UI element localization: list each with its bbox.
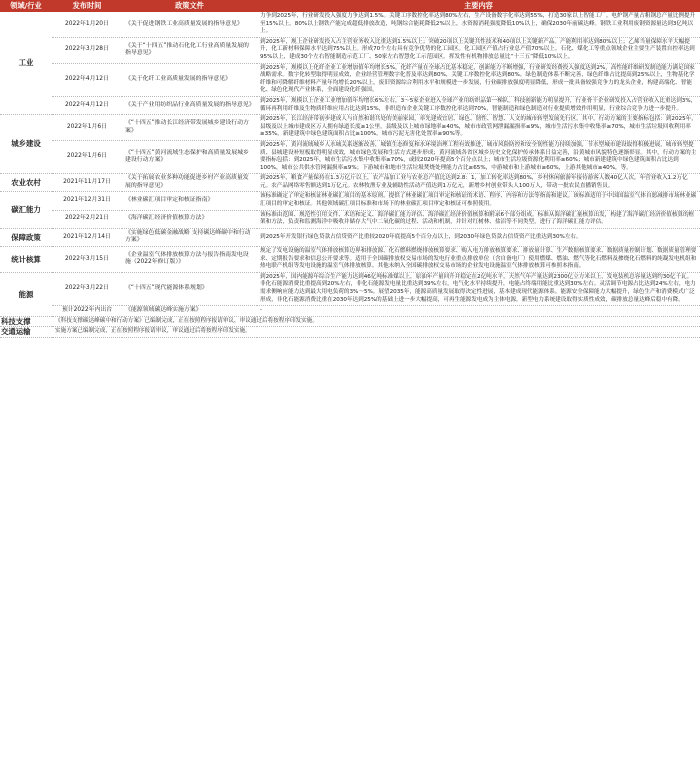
date-cell: 2021年12月31日 — [52, 192, 122, 210]
table-row — [0, 174, 700, 192]
header-content: 主要内容 — [257, 0, 700, 12]
dept-cell: 科技支撑 — [0, 316, 52, 327]
date-cell: 2021年11月17日 — [52, 174, 122, 192]
date-cell: 2022年2月21日 — [52, 210, 122, 228]
policy-cell: 《“十四五”推动长江经济带发展城乡建设行动方案》 — [122, 115, 257, 141]
date-cell: 2022年3月15日 — [52, 247, 122, 273]
policy-cell: 《企业温室气体排放核算方法与报告指南发电设施（2022年修订版）》 — [122, 247, 257, 273]
date-cell: 2022年1月6日 — [52, 140, 122, 173]
table-row — [0, 37, 700, 63]
content-cell: - — [257, 306, 700, 317]
content-cell: 到2025年，规上企业研发投入占主营业务收入比重达到1.5%以上；突破20项以上关键共性技术和40项以上关键新产品。产能利用率达到80%以上；乙烯当量保障水平大幅提升，化工新材料保障水平达到75%以上。形成70个左右具有竞争优势的化工园区。化工园区产值占行业总产值70%以上。石化、煤化工等重点领域企业主要生产装置自控率达到95%以上，建成30个左右智能制造示范工厂、50家左右智慧化工示范园区。挥发性有机物排放总量比“十三五”降低10%以上。 — [257, 37, 700, 63]
content-cell: 到2025年，国内能源年综合生产能力达到46亿吨标准煤以上，原油年产量回升并稳定在2亿吨水平，天然气年产量达到2300亿立方米以上，发电装机总容量达到约30亿千瓦。非化石能源消费比重提高到20%左右，非化石能源发电量比重达到39%左右，电气化水平持续提升，电能占终端用能比重达到30%左右。灵活调节电源占比达到24%左右，电力需求侧响应能力达到最大用电负荷的3%～5%。展望2035年，能源高质量发展取得决定性进展，基本建成现代能源体系。能源安全保障能力大幅提升，绿色生产和消费模式广泛形成，非化石能源消费比重在2030年达到25%的基础上进一步大幅提高，可再生能源发电成为主体电源，新型电力系统建设取得实质性成效，碳排放总量达峰后稳中有降。 — [257, 272, 700, 305]
table-row — [0, 210, 700, 228]
header-row — [0, 0, 700, 12]
table-row — [0, 140, 700, 173]
header-dept: 领域/行业 — [0, 0, 52, 12]
table-row — [0, 306, 700, 317]
policy-cell: 《实施绿色低碳金融战略 支持碳达峰碳中和行动方案》 — [122, 228, 257, 246]
date-cell: 2022年3月28日 — [52, 37, 122, 63]
policy-cell: 《“十四五”现代能源体系规划》 — [122, 272, 257, 305]
policy-cell: 《能源领域碳达峰实施方案》 — [122, 306, 257, 317]
table-row — [0, 228, 700, 246]
content-cell: 实施方案已编制完成，正在按照程序报请审议，审议通过后将按程序印发实施。 — [52, 327, 700, 338]
table-row — [0, 247, 700, 273]
dept-cell: 统计核算 — [0, 247, 52, 273]
content-cell: 规定了发电设施的温室气体排放核算边界和排放源、化石燃料燃烧排放核算要求、购入电力排放核算要求、排放量计算、生产数据核算要求、数据质量控制计划、数据质量管理要求、定期报告要求和信息公开要求等。适用于全国碳排放权交易市场的发电行业重点排放单位（含自备电厂）使用燃煤、燃油、燃气等化石燃料及掺烧化石燃料的纯凝发电机组和热电联产机组等发电设施的温室气体排放核算。其他未纳入全国碳排放权交易市场的企业发电设施温室气体排放核算可参照本指南。 — [257, 247, 700, 273]
table-row — [0, 63, 700, 96]
dept-cell: 能源 — [0, 272, 52, 316]
dept-cell: 农业农村 — [0, 174, 52, 192]
date-cell: 2022年4月12日 — [52, 63, 122, 96]
content-cell: 该标准确定了审定和核证林业碳汇项目的基本原则，提供了林业碳汇项目审定和核证的术语、程序、内容和方法等指南和建议。该标准适用于中国国温室气体自愿减排市场林业碳汇项目的审定和核证。其他领域碳汇项目标准和市场下的林业碳汇项目审定和核证可参照使用。 — [257, 192, 700, 210]
date-cell: 2022年4月12日 — [52, 96, 122, 114]
policy-cell: 《关于拓展农业多种功能促进乡村产业高质量发展的指导意见》 — [122, 174, 257, 192]
dept-cell: 保障政策 — [0, 228, 52, 246]
table-row — [0, 316, 700, 327]
content-cell: 到2025年，规模以上企业工业增加值年均增长6%左右，3～5家企业进入全球产业用纺织品第一梯队。科技创新能力明显提升，行业骨干企业研发投入占营业收入比重达到3%，循环再利用纤维及生物质纤维应用占比达到15%，非织造布企业关键工序数控化率达到70%，智能制造和绿色制造对行业提质增效作用明显，行业综合竞争力进一步提升。 — [257, 96, 700, 114]
date-cell: 2022年1月20日 — [52, 12, 122, 37]
dept-cell: 交通运输 — [0, 327, 52, 338]
policy-cell: 《“十四五”黄河流域生态保护和高质量发展城乡建设行动方案》 — [122, 140, 257, 173]
content-cell: 到2025年，长江经济带初步建成人与自然和谐共处的美丽家园，率先建成宜居、绿色、韧性、智慧、人文的城市转型发展先行区。其中，行动方案的主要指标包括：到2025年，县级及以上城市建成区万人拥有绿道长度≥1公里，县级及以上城市绿地率≥40%，城市市政管网泄漏漏损率≤9%，城市生活污水集中收集率≥70%，城市生活垃圾回收利用率≥35%，新建建筑中绿色建筑面积占比≥100%，城市污泥无害化处置率≥90%等。 — [257, 115, 700, 141]
content-cell: 到2025年，黄河流域城乡人水城关系逐渐改善，城镇生态修复和水环境治理工程有效推进，城市风险防控和安全韧性能力持续加强，节水型城市建设取得积极进展，城市转型提质、县城建设补短板取得明显成效，城市绿色发展和生活方式逐步形成；黄河流域各省区城乡历史文化保护传承体系日益完善，沿黄城市风貌特色逐渐彰显。其中，行动方案的主要指标包括：到2025年，城市生活污水集中收集率≥70%，或较2020年提高5个百分点以上；城市生活垃圾资源化利用率≥60%；城市新建建筑中绿色建筑面积占比达到100%，城市公共供水管网漏损率≤9%；下游城市和地市生活垃圾焚烧处理能力占比≥65%，中游城市和上游城市≥60%，上游其他城市≥40%，等。 — [257, 140, 700, 173]
dept-cell: 碳汇能力 — [0, 192, 52, 228]
dept-cell: 城乡建设 — [0, 115, 52, 174]
policy-cell: 《林业碳汇项目审定和核证指南》 — [122, 192, 257, 210]
dept-cell: 工业 — [0, 12, 52, 115]
table-row — [0, 327, 700, 338]
table-row — [0, 115, 700, 141]
table-row — [0, 272, 700, 305]
date-cell: 预计2022年内出台 — [52, 306, 122, 317]
table-row — [0, 192, 700, 210]
policy-cell: 《关于“十四五”推动石化化工行业高质量发展的指导意见》 — [122, 37, 257, 63]
policy-cell: 《关于化纤工业高质量发展的指导意见》 — [122, 63, 257, 96]
content-cell: 到2025年，粮食产量保持在1.3万亿斤以上，农产品加工业与农业总产值比达到2.8：1，加工转化率达到80%，乡村休闲旅游年接待游客人数40亿人次，年营业收入1.2万亿元。农产品网络零售额达到1万亿元。农林牧渔专业及辅助性活动产值达到1万亿元，新增乡村创业带头人100万人，带动一批农民直播销售员。 — [257, 174, 700, 192]
table-row — [0, 96, 700, 114]
header-policy: 政策文件 — [122, 0, 257, 12]
content-cell: 《科技支撑碳达峰碳中和行动方案》已编制完成，正在按照程序报请审议，审议通过后将按程序印发实施。 — [52, 316, 700, 327]
policy-table — [0, 0, 700, 338]
policy-cell: 《海洋碳汇经济价值核算方法》 — [122, 210, 257, 228]
header-date: 发布时间 — [52, 0, 122, 12]
content-cell: 该标准由范围、规范性引用文件、术语和定义、海洋碳汇能力评估、海洋碳汇经济价值核算和附录6个部分组成。标准从海洋碳汇量核算出发，构建了海洋碳汇经济价值核算的框架和方法，负责和监测海洋中吸收并储存大气中二氧化碳的过程、活动和机制，并针对红树林、盐沼等不同类型，进行了海洋碳汇能力评估。 — [257, 210, 700, 228]
policy-cell: 《关于产业用纺织品行业高质量发展的指导意见》 — [122, 96, 257, 114]
policy-cell: 《关于促进钢铁工业高质量发展的指导意见》 — [122, 12, 257, 37]
date-cell: 2021年12月14日 — [52, 228, 122, 246]
date-cell: 2022年3月22日 — [52, 272, 122, 305]
content-cell: 力争到2025年，行业研发投入强度力争达到1.5%。关键工序数控化率达到80%左右，生产设备数字化率达到55%，打造30家以上智能工厂。电炉钢产量占粗钢总产量比例提升至15%以上。80%以上钢铁产能完成超低排放改造，吨钢综合能耗降低2%以上，水资源消耗强度降低10%以上，确保2030年前碳达峰。钢铁工业利用废钢资源量达到3亿吨以上。 — [257, 12, 700, 37]
date-cell: 2022年1月6日 — [52, 115, 122, 141]
content-cell: 到2025年开发银行绿色贷款占信贷资产比重较2020年底提高5个百分点以上，到2030年绿色贷款占信贷资产比重达到30%左右。 — [257, 228, 700, 246]
content-cell: 到2025年，规模以上化纤企业工业增加值年均增长5%，化纤产量在全球占比基本稳定，创新能力不断增强，行业研发经费投入强度达到2%，高性能纤维研发制造能力满足国家战略需求。数字化转型取得明显成效，企业经营管理数字化普及率达到80%，关键工序数控化率达到80%。绿色制造体系不断完善，绿色纤维占比提高到25%以上，生物基化学纤维和可降解纤维材料产量年均增长20%以上，废旧资源综合利用水平和规模进一步发展，行业碳排放强度明显降低，形成一批具备较强竞争力的龙头企业，构建高端化、智能化、绿色化现代产业体系，全面建设化纤强国。 — [257, 63, 700, 96]
table-row — [0, 12, 700, 37]
